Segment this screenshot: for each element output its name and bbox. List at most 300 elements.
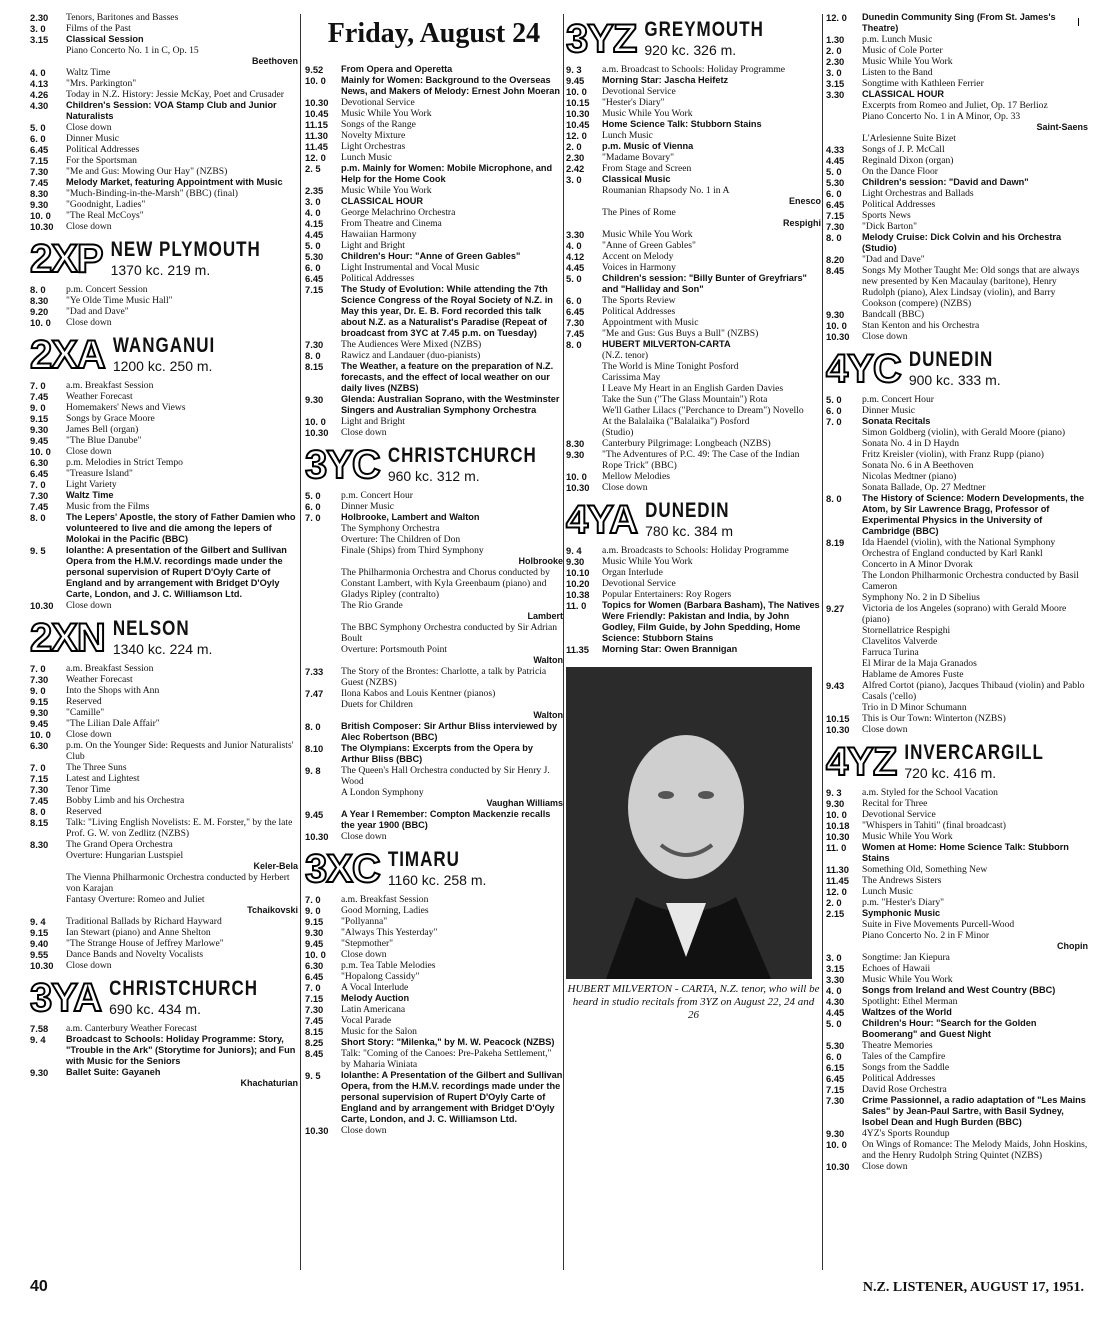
programme-entry	[30, 468, 298, 479]
programme-title: Close down	[66, 317, 112, 328]
programme-time: 5. 0	[826, 1018, 842, 1029]
programme-time: 6.45	[305, 273, 324, 284]
programme-time: 9.45	[30, 435, 49, 446]
programme-title: "Treasure Island"	[66, 468, 133, 479]
programme-entry	[305, 361, 563, 394]
programme-title: a.m. Breakfast Session	[341, 894, 429, 905]
programme-entry	[826, 798, 1088, 809]
programme-entry	[30, 199, 298, 210]
programme-title: The Grand Opera Orchestra	[66, 839, 173, 850]
programme-entry	[30, 512, 298, 545]
programme-time: 3.15	[826, 78, 845, 89]
programme-time: 7.45	[30, 177, 49, 188]
programme-detail: Excerpts from Romeo and Juliet, Op. 17 Berlioz	[862, 100, 1048, 111]
programme-time: 12. 0	[305, 152, 326, 163]
programme-entry	[826, 34, 1088, 45]
programme-title: Mellow Melodies	[602, 471, 670, 482]
programme-entry	[30, 122, 298, 133]
programme-title: "The Blue Danube"	[66, 435, 142, 446]
programme-time: 11. 0	[826, 842, 847, 853]
station-frequency: 1160 kc. 258 m.	[387, 872, 487, 888]
programme-title: "Ye Olde Time Music Hall"	[66, 295, 173, 306]
programme-title: Listen to the Band	[862, 67, 933, 78]
programme-detail: Symphony No. 2 in D Sibelius	[862, 592, 980, 603]
station-city: WANGANUI	[112, 333, 216, 357]
programme-entry	[305, 229, 563, 240]
programme-entry	[30, 817, 298, 839]
programme-time: 7. 0	[305, 982, 321, 993]
programme-title: "Pollyanna"	[341, 916, 388, 927]
programme-title: "The Lilian Dale Affair"	[66, 718, 160, 729]
programme-entry	[305, 108, 563, 119]
programme-time: 9.30	[305, 394, 324, 405]
programme-entry	[305, 141, 563, 152]
programme-entry	[826, 320, 1088, 331]
programme-title: Tenors, Baritones and Basses	[66, 12, 179, 23]
programme-time: 6.30	[30, 457, 49, 468]
programme-entry	[305, 339, 563, 350]
programme-title: "Camille"	[66, 707, 105, 718]
programme-entry	[30, 210, 298, 221]
programme-entry	[30, 927, 298, 938]
programme-title: p.m. Mainly for Women: Mobile Microphone, and Help for the Home Cook	[341, 163, 553, 184]
programme-time: 9.30	[566, 449, 585, 460]
programme-time: 4.13	[30, 78, 49, 89]
programme-title: The Olympians: Excerpts from the Opera by Arthur Bliss (BBC)	[341, 743, 533, 764]
programme-entry	[30, 100, 298, 122]
programme-entry	[826, 210, 1088, 221]
programme-detail: Farruca Turina	[862, 647, 919, 658]
programme-title: "Whispers in Tahiti" (final broadcast)	[862, 820, 1006, 831]
programme-time: 4. 0	[305, 207, 321, 218]
programme-title: Iolanthe: A presentation of the Gilbert and Sullivan Opera from the H.M.V. recordings made under the personal supervision of Rupert D'Oyly Carte of England and by arrangement with Bridget D'Oyly Carte, London, and J. C. Williamson Ltd.	[66, 545, 287, 599]
programme-entry	[30, 391, 298, 402]
station-header	[566, 17, 821, 61]
programme-time: 9.15	[305, 916, 324, 927]
programme-time: 7.30	[305, 339, 324, 350]
programme-entry	[305, 927, 563, 938]
programme-title: Victoria de los Angeles (soprano) with Gerald Moore (piano)	[862, 603, 1067, 625]
programme-entry	[305, 501, 563, 512]
programme-title: Weather Forecast	[66, 674, 133, 685]
programme-entry	[826, 724, 1088, 735]
programme-title: a.m. Breakfast Session	[66, 663, 154, 674]
programme-entry	[826, 680, 1088, 702]
programme-time: 10.20	[566, 578, 590, 589]
programme-entry	[566, 108, 821, 119]
programme-title: Short Story: "Milenka," by M. W. Peacock (NZBS)	[341, 1037, 555, 1047]
photo-block	[566, 667, 821, 1022]
programme-entry	[826, 155, 1088, 166]
station-city: TIMARU	[387, 847, 460, 871]
programme-entry	[30, 413, 298, 424]
programme-title: Reserved	[66, 696, 102, 707]
programme-time: 10.30	[305, 97, 329, 108]
programme-time: 5.30	[826, 177, 845, 188]
programme-entry	[566, 141, 821, 152]
programme-title: George Melachrino Orchestra	[341, 207, 456, 218]
programme-title: Political Addresses	[341, 273, 415, 284]
programme-title: Ian Stewart (piano) and Anne Shelton	[66, 927, 211, 938]
programme-time: 6.30	[305, 960, 324, 971]
programme-entry	[826, 1095, 1088, 1128]
station-header	[305, 443, 563, 487]
station-frequency: 900 kc. 333 m.	[908, 372, 1001, 388]
programme-title: p.m. Music of Vienna	[602, 141, 694, 151]
programme-entry	[826, 820, 1088, 831]
programme-entry	[30, 144, 298, 155]
programme-entry	[826, 331, 1088, 342]
programme-title: "The Strange House of Jeffrey Marlowe"	[66, 938, 224, 949]
programme-title: Light Instrumental and Vocal Music	[341, 262, 480, 273]
composer-name: Walton	[533, 710, 563, 720]
programme-entry	[30, 674, 298, 685]
programme-entry	[566, 556, 821, 567]
programme-time: 3. 0	[305, 196, 321, 207]
programme-title: Classical Session	[66, 34, 144, 44]
programme-entry	[305, 971, 563, 982]
programme-entry	[826, 1139, 1088, 1161]
programme-title: Music While You Work	[341, 108, 432, 119]
programme-title: Political Addresses	[862, 199, 936, 210]
programme-entry	[30, 78, 298, 89]
programme-entry	[305, 743, 563, 765]
programme-entry	[305, 1026, 563, 1037]
station-logo: 3XC	[305, 847, 380, 891]
programme-time: 6. 0	[826, 405, 842, 416]
programme-entry	[826, 1051, 1088, 1062]
programme-time: 3.30	[826, 974, 845, 985]
programme-title: Weather Forecast	[66, 391, 133, 402]
programme-entry	[305, 284, 563, 339]
station-frequency: 720 kc. 416 m.	[904, 765, 997, 781]
programme-time: 2.30	[826, 56, 845, 67]
programme-entry	[826, 842, 1088, 864]
programme-entry	[826, 952, 1088, 963]
composer-name: Keler-Bela	[253, 861, 298, 871]
column-3	[566, 12, 821, 1022]
programme-title: Children's Session: VOA Stamp Club and Junior Naturalists	[66, 100, 277, 121]
programme-entry	[826, 1040, 1088, 1051]
programme-entry	[826, 265, 1088, 309]
programme-entry	[566, 600, 821, 644]
programme-entry	[826, 809, 1088, 820]
programme-title: Mainly for Women: Background to the Overseas News, and Makers of Melody: Ernest John Moeran	[341, 75, 561, 96]
programme-title: Waltz Time	[66, 67, 111, 78]
programme-entry	[566, 229, 821, 240]
programme-time: 2. 0	[826, 897, 842, 908]
programme-time: 10.15	[826, 713, 850, 724]
programme-entry	[305, 905, 563, 916]
programme-time: 10. 0	[30, 446, 51, 457]
programme-entry	[826, 254, 1088, 265]
programme-entry	[305, 152, 563, 163]
programme-time: 7.15	[30, 155, 49, 166]
programme-entry	[826, 1062, 1088, 1073]
programme-detail: The Pines of Rome	[602, 207, 676, 218]
programme-title: A Vocal Interlude	[341, 982, 409, 993]
programme-time: 4.33	[826, 144, 845, 155]
programme-title: Songs My Mother Taught Me: Old songs that are always new presented by Ken Macaulay (baritone), Henry Rudolph (piano), Alex Lindsay (violin), and Barry Cookson (compere) (NZBS)	[862, 265, 1080, 309]
programme-time: 4. 0	[826, 985, 842, 996]
programme-time: 7.45	[30, 501, 49, 512]
programme-entry	[305, 218, 563, 229]
programme-time: 9.30	[826, 309, 845, 320]
station-frequency: 960 kc. 312 m.	[387, 468, 480, 484]
programme-title: Bobby Limb and his Orchestra	[66, 795, 185, 806]
programme-title: Music While You Work	[602, 556, 693, 567]
programme-entry	[826, 232, 1088, 254]
programme-entry	[305, 130, 563, 141]
programme-entry	[826, 1018, 1088, 1040]
photo-caption: HUBERT MILVERTON - CARTA, N.Z. tenor, who will be heard in studio recitals from 3YZ on August 22, 24 and 26	[567, 983, 820, 1021]
programme-title: Music While You Work	[862, 831, 953, 842]
station-logo: 2XA	[30, 333, 105, 377]
programme-time: 7.58	[30, 1023, 49, 1034]
programme-entry	[826, 199, 1088, 210]
programme-time: 2.15	[826, 908, 845, 919]
programme-entry	[566, 438, 821, 449]
programme-title: Political Addresses	[862, 1073, 936, 1084]
programme-title: Melody Cruise: Dick Colvin and his Orchestra (Studio)	[862, 232, 1062, 253]
programme-time: 9.20	[30, 306, 49, 317]
programme-title: p.m. On the Younger Side: Requests and Junior Naturalists' Club	[66, 740, 294, 762]
station-city: DUNEDIN	[908, 347, 994, 371]
programme-time: 7.30	[30, 490, 49, 501]
programme-title: Children's session: "David and Dawn"	[862, 177, 1029, 187]
programme-entry	[566, 119, 821, 130]
programme-time: 8. 0	[566, 339, 582, 350]
station-city: CHRISTCHURCH	[109, 976, 259, 1000]
programme-time: 9. 5	[30, 545, 46, 556]
programme-entry	[30, 707, 298, 718]
composer-name: Holbrooke	[518, 556, 563, 566]
programme-time: 10. 0	[305, 416, 326, 427]
programme-title: "Hopalong Cassidy"	[341, 971, 420, 982]
programme-detail: The Symphony Orchestra	[341, 523, 440, 534]
programme-time: 9.30	[30, 199, 49, 210]
column-1	[30, 12, 298, 1089]
programme-entry	[305, 1015, 563, 1026]
programme-entry	[566, 545, 821, 556]
composer-name: Vaughan Williams	[486, 798, 563, 808]
programme-time: 6. 0	[305, 262, 321, 273]
programme-entry	[30, 446, 298, 457]
programme-detail: Stornellatrice Respighi	[862, 625, 951, 636]
programme-entry	[305, 982, 563, 993]
programme-title: Sports News	[862, 210, 911, 221]
programme-time: 7. 0	[305, 894, 321, 905]
programme-time: 7. 0	[826, 416, 842, 427]
programme-entry	[30, 1023, 298, 1034]
programme-title: Songtime: Jan Kiepura	[862, 952, 950, 963]
programme-entry	[826, 996, 1088, 1007]
programme-entry	[305, 196, 563, 207]
programme-title: "Mrs. Parkington"	[66, 78, 137, 89]
programme-title: Ida Haendel (violin), with the National Symphony Orchestra of England conducted by Karl Rankl	[862, 537, 1056, 559]
programme-time: 7.30	[30, 784, 49, 795]
programme-title: a.m. Broadcast to Schools: Holiday Programme	[602, 64, 786, 75]
programme-entry	[826, 603, 1088, 625]
programme-title: Symphonic Music	[862, 908, 941, 918]
programme-time: 10.45	[305, 108, 329, 119]
programme-title: Theatre Memories	[862, 1040, 933, 1051]
programme-time: 9. 0	[30, 402, 46, 413]
programme-time: 10. 0	[826, 809, 847, 820]
programme-title: "Me and Gus: Gus Buys a Bull" (NZBS)	[602, 328, 759, 339]
programme-time: 8. 0	[30, 512, 46, 523]
programme-title: Music of Cole Porter	[862, 45, 943, 56]
programme-title: Light and Bright	[341, 240, 405, 251]
programme-title: Dinner Music	[66, 133, 120, 144]
station-logo: 2XN	[30, 616, 105, 660]
programme-detail: Piano Concerto No. 2 in F Minor	[862, 930, 990, 941]
programme-title: a.m. Canterbury Weather Forecast	[66, 1023, 197, 1034]
programme-entry	[826, 985, 1088, 996]
composer-name: Chopin	[1057, 941, 1088, 951]
programme-time: 10.18	[826, 820, 850, 831]
programme-entry	[305, 1048, 563, 1070]
programme-time: 3. 0	[826, 67, 842, 78]
programme-entry	[30, 23, 298, 34]
programme-title: Talk: "Coming of the Canoes: Pre-Pakeha Settlement," by Maharia Winiata	[341, 1048, 552, 1070]
programme-time: 10.15	[566, 97, 590, 108]
programme-title: The Three Suns	[66, 762, 127, 773]
programme-time: 8. 0	[305, 350, 321, 361]
programme-entry	[305, 163, 563, 185]
programme-entry	[305, 512, 563, 523]
programme-title: a.m. Breakfast Session	[66, 380, 154, 391]
programme-title: Alfred Cortot (piano), Jacques Thibaud (violin) and Pablo Casals ('cello)	[862, 680, 1085, 702]
programme-entry	[305, 490, 563, 501]
programme-detail: Trio in D Minor Schumann	[862, 702, 967, 713]
programme-entry	[826, 12, 1088, 34]
programme-entry	[30, 166, 298, 177]
programme-entry	[826, 67, 1088, 78]
programme-title: Homemakers' News and Views	[66, 402, 186, 413]
programme-time: 10.38	[566, 589, 590, 600]
programme-time: 9.40	[30, 938, 49, 949]
programme-title: Music While You Work	[602, 108, 693, 119]
programme-time: 9.30	[30, 707, 49, 718]
programme-entry	[30, 155, 298, 166]
programme-title: Children's Hour: "Search for the Golden Boomerang" and Guest Night	[862, 1018, 1037, 1039]
programme-title: CLASSICAL HOUR	[862, 89, 945, 99]
programme-entry	[566, 471, 821, 482]
programme-entry	[566, 86, 821, 97]
programme-detail: Overture: The Children of Don	[341, 534, 461, 545]
programme-time: 3. 0	[826, 952, 842, 963]
station-header	[30, 237, 298, 281]
programme-title: Sonata Recitals	[862, 416, 931, 426]
programme-title: Home Science Talk: Stubborn Stains	[602, 119, 762, 129]
programme-title: Children's session: "Billy Bunter of Greyfriars" and "Halliday and Son"	[602, 273, 807, 294]
programme-title: Close down	[862, 1161, 908, 1172]
programme-time: 7.15	[826, 1084, 845, 1095]
programme-title: Melody Auction	[341, 993, 410, 1003]
programme-time: 7.30	[30, 674, 49, 685]
programme-entry	[30, 663, 298, 674]
programme-time: 6.15	[826, 1062, 845, 1073]
programme-entry	[566, 130, 821, 141]
programme-entry	[566, 295, 821, 306]
programme-detail: L'Arlesienne Suite Bizet	[862, 133, 956, 144]
programme-time: 8.30	[30, 188, 49, 199]
programme-time: 10.10	[566, 567, 590, 578]
page-number: 40	[30, 1278, 48, 1295]
programme-entry	[305, 765, 563, 787]
programme-title: Music While You Work	[862, 56, 953, 67]
station-logo: 4YZ	[826, 740, 897, 784]
programme-time: 10.30	[30, 221, 54, 232]
programme-time: 10. 0	[30, 210, 51, 221]
programme-time: 9. 0	[30, 685, 46, 696]
programme-title: The Audiences Were Mixed (NZBS)	[341, 339, 482, 350]
programme-time: 4.45	[305, 229, 324, 240]
programme-entry	[305, 949, 563, 960]
programme-entry	[30, 501, 298, 512]
programme-title: Close down	[66, 960, 112, 971]
programme-time: 3.30	[826, 89, 845, 100]
station-logo: 3YC	[305, 443, 380, 487]
composer-name: Lambert	[527, 611, 563, 621]
programme-detail: Take the Sun ("The Glass Mountain") Rota	[602, 394, 768, 405]
programme-entry	[826, 974, 1088, 985]
programme-title: p.m. "Hester's Diary"	[862, 897, 945, 908]
programme-title: Waltzes of the World	[862, 1007, 952, 1017]
programme-title: Children's Hour: "Anne of Green Gables"	[341, 251, 521, 261]
station-header	[30, 976, 298, 1020]
column-2	[305, 12, 563, 1136]
programme-detail: We'll Gather Lilacs ("Perchance to Dream") Novello	[602, 405, 804, 416]
programme-entry	[30, 729, 298, 740]
programme-entry	[30, 479, 298, 490]
programme-time: 9.43	[826, 680, 845, 691]
programme-title: Close down	[341, 427, 387, 438]
programme-title: Songs of the Range	[341, 119, 416, 130]
programme-entry	[826, 144, 1088, 155]
programme-time: 8.30	[30, 295, 49, 306]
programme-entry	[566, 306, 821, 317]
programme-title: Voices in Harmony	[602, 262, 676, 273]
station-header	[826, 347, 1088, 391]
column-4	[826, 12, 1088, 1172]
programme-detail: (Studio)	[602, 427, 634, 438]
programme-time: 2. 0	[826, 45, 842, 56]
programme-title: Vocal Parade	[341, 1015, 392, 1026]
programme-time: 9.30	[30, 1067, 49, 1078]
programme-title: Films of the Past	[66, 23, 131, 34]
station-frequency: 1200 kc. 250 m.	[112, 358, 213, 374]
programme-time: 6. 0	[305, 501, 321, 512]
station-frequency: 1340 kc. 224 m.	[112, 641, 213, 657]
programme-time: 6.45	[30, 144, 49, 155]
programme-time: 6. 0	[566, 295, 582, 306]
programme-title: Music While You Work	[862, 974, 953, 985]
programme-title: Accent on Melody	[602, 251, 674, 262]
programme-title: "Always This Yesterday"	[341, 927, 438, 938]
programme-title: "Madame Bovary"	[602, 152, 675, 163]
programme-time: 5. 0	[30, 122, 46, 133]
programme-title: Broadcast to Schools: Holiday Programme: Story, "Trouble in the Ark" (Storytime for Juniors); and Fun with Music for the Seniors	[66, 1034, 296, 1066]
programme-entry	[826, 1007, 1088, 1018]
programme-entry	[305, 688, 563, 699]
programme-entry	[826, 56, 1088, 67]
programme-time: 10. 0	[30, 729, 51, 740]
programme-title: From Stage and Screen	[602, 163, 692, 174]
programme-title: Traditional Ballads by Richard Hayward	[66, 916, 222, 927]
programme-title: "Dick Barton"	[862, 221, 917, 232]
